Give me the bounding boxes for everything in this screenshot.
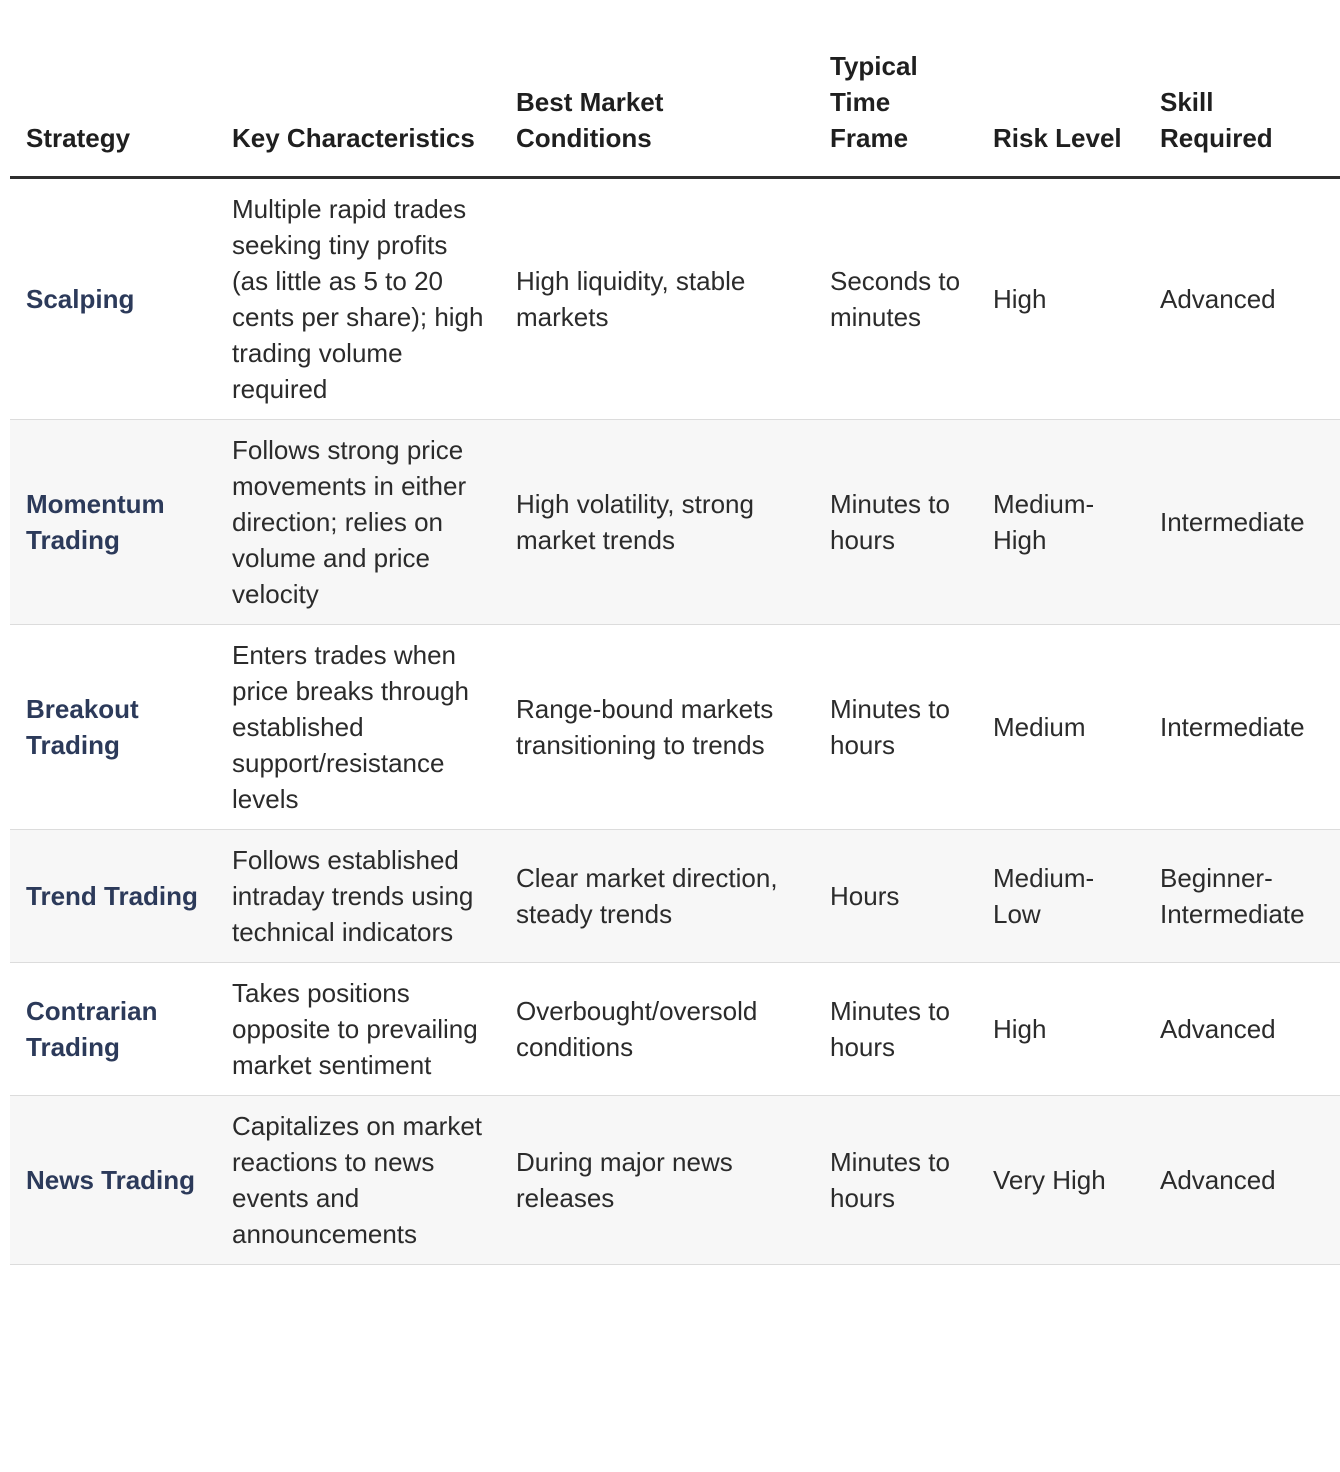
conditions-cell: Overbought/oversold conditions (516, 996, 758, 1062)
risk-level-cell: High (993, 284, 1047, 314)
conditions-cell: Clear market direction, steady trends (516, 863, 778, 929)
table-row (10, 830, 1340, 963)
header-key-characteristics: Key Characteristics (216, 0, 500, 178)
strategy-table-container (10, 0, 1305, 1265)
risk-level-cell: High (993, 1014, 1047, 1044)
strategy-cell: Momentum Trading (26, 489, 165, 555)
skill-cell: Intermediate (1160, 507, 1305, 537)
strategy-table (10, 0, 1340, 1265)
strategy-cell: Trend Trading (26, 881, 198, 911)
characteristics-cell: Follows established intraday trends using technical indicators (232, 845, 474, 947)
header-typical-time-frame: Typical Time Frame (814, 0, 977, 178)
table-row (10, 963, 1340, 1096)
table-row (10, 1096, 1340, 1265)
conditions-cell: Range-bound markets transitioning to trends (516, 694, 774, 760)
characteristics-cell: Enters trades when price breaks through established support/resistance levels (232, 640, 470, 814)
skill-cell: Advanced (1160, 284, 1276, 314)
header-strategy: Strategy (10, 0, 216, 178)
characteristics-cell: Capitalizes on market reactions to news events and announcements (232, 1111, 482, 1249)
time-frame-cell: Minutes to hours (830, 1147, 950, 1213)
conditions-cell: During major news releases (516, 1147, 733, 1213)
skill-cell: Advanced (1160, 1165, 1276, 1195)
strategy-cell: Breakout Trading (26, 694, 139, 760)
conditions-cell: High volatility, strong market trends (516, 489, 754, 555)
risk-level-cell: Medium (993, 712, 1086, 742)
skill-cell: Advanced (1160, 1014, 1276, 1044)
strategy-cell: Contrarian Trading (26, 996, 158, 1062)
header-best-market-conditions: Best Market Conditions (500, 0, 814, 178)
time-frame-cell: Minutes to hours (830, 489, 950, 555)
table-header (10, 0, 1340, 178)
risk-level-cell: Medium-High (993, 489, 1095, 555)
time-frame-cell: Seconds to minutes (830, 266, 961, 332)
strategy-cell: News Trading (26, 1165, 196, 1195)
characteristics-cell: Takes positions opposite to prevailing market sentiment (232, 978, 478, 1080)
header-skill-required: Skill Required (1144, 0, 1340, 178)
skill-cell: Intermediate (1160, 712, 1305, 742)
table-row (10, 178, 1340, 420)
characteristics-cell: Follows strong price movements in either direction; relies on volume and price velocity (232, 435, 467, 609)
strategy-cell: Scalping (26, 284, 135, 314)
table-row (10, 420, 1340, 625)
conditions-cell: High liquidity, stable markets (516, 266, 746, 332)
risk-level-cell: Medium-Low (993, 863, 1095, 929)
skill-cell: Beginner-Intermediate (1160, 863, 1305, 929)
characteristics-cell: Multiple rapid trades seeking tiny profits (as little as 5 to 20 cents per share); high trading volume required (232, 194, 484, 404)
table-body (10, 178, 1340, 1265)
time-frame-cell: Minutes to hours (830, 694, 950, 760)
time-frame-cell: Hours (830, 881, 900, 911)
time-frame-cell: Minutes to hours (830, 996, 950, 1062)
table-header-row (10, 0, 1340, 178)
table-row (10, 625, 1340, 830)
risk-level-cell: Very High (993, 1165, 1106, 1195)
header-risk-level: Risk Level (977, 0, 1144, 178)
